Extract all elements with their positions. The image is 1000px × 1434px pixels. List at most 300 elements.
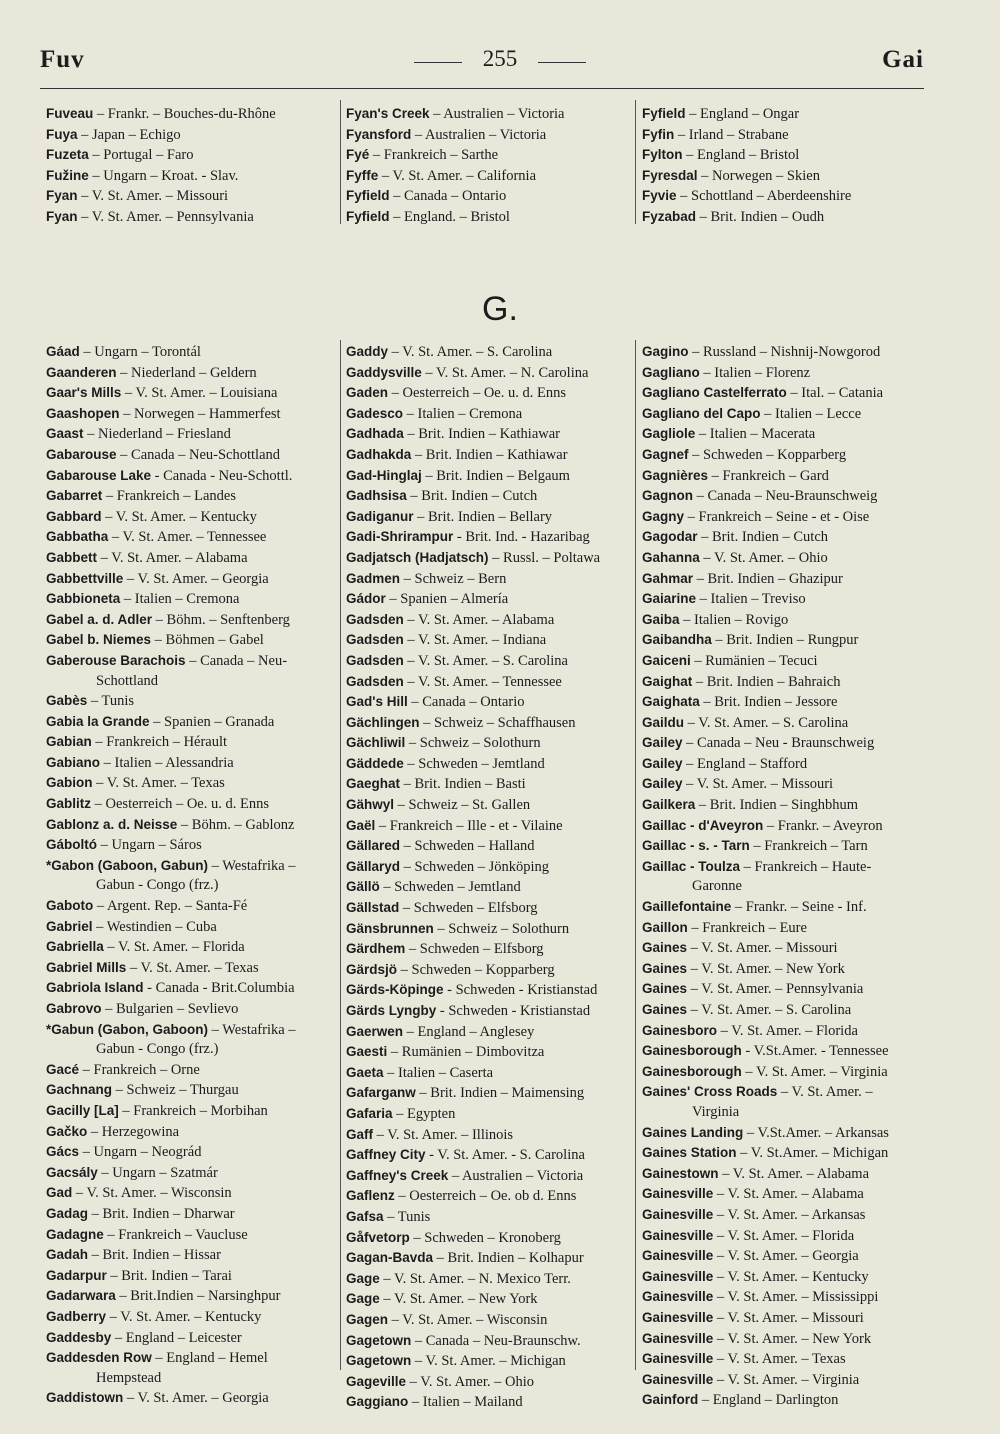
entry-location: – Brit. Indien – Kolhapur [433,1250,584,1267]
entry-continuation: Gabun - Congo (frz.) [96,877,219,894]
entry-headword: Gaighat [642,673,693,689]
entry-location: – Böhm. – Senftenberg [152,611,290,628]
gazetteer-entry [346,877,636,898]
entry-location: – V. St. Amer. – Florida [713,1227,855,1244]
entry-headword: Gad's Hill [346,694,408,710]
gazetteer-entry [642,672,942,693]
gazetteer-entry [642,1123,942,1144]
entry-location: – Brit. Indien – Basti [400,776,526,793]
gazetteer-entry [346,1392,636,1413]
entry-headword: Gage [346,1291,380,1307]
gazetteer-entry [642,816,942,837]
entry-headword: Gaddistown [46,1390,124,1406]
gazetteer-entry [46,958,336,979]
entry-location: – Canada – Neu-Schottland [116,446,281,463]
entry-headword: Gailey [642,735,683,751]
gazetteer-entry [642,1082,942,1122]
gazetteer-entry [642,186,932,207]
gazetteer-entry [346,630,636,651]
entry-headword: Gaillac - s. - Tarn [642,838,750,854]
entry-location: – V. St. Amer. – Kentucky [106,1308,262,1325]
entry-location: – England – Darlington [698,1392,839,1409]
entry-headword: Fyvie [642,188,677,204]
entry-location: – V. St. Amer. – Illinois [373,1126,514,1143]
gazetteer-entry [346,145,636,166]
entry-location: – Argent. Rep. – Santa-Fé [93,898,248,915]
entry-headword: Gabbettville [46,570,124,586]
entry-headword: Gabarouse Lake [46,467,152,483]
gazetteer-entry [346,898,636,919]
entry-continuation: Virginia [692,1103,740,1120]
gazetteer-entry [46,1163,336,1184]
gazetteer-entry [46,1245,336,1266]
entry-headword: Gänsbrunnen [346,920,434,936]
entry-location: – Frankreich – Hérault [91,734,228,751]
gazetteer-entry [46,1080,336,1101]
entry-headword: Gainesville [642,1227,714,1243]
gazetteer-entry [642,959,942,980]
entry-location: – V. St. Amer. – Kentucky [713,1268,869,1285]
gazetteer-entry [642,404,942,425]
entry-headword: Gaboto [46,898,94,914]
gazetteer-entry [46,207,336,228]
entry-headword: Gabbioneta [46,591,121,607]
entry-headword: Gagnef [642,446,689,462]
entry-location: – Italien – Mailand [408,1394,523,1411]
entry-headword: Fuzeta [46,147,89,163]
entry-headword: Gaff [346,1126,373,1142]
gazetteer-entry [346,548,636,569]
entry-location: – Ungarn – Szatmár [97,1164,218,1181]
gazetteer-entry [46,712,336,733]
gazetteer-entry [346,383,636,404]
entry-headword: Gafaria [346,1105,393,1121]
entry-location: – Australien – Victoria [411,126,547,143]
entry-location: – V. St. Amer. – Georgia [123,1390,269,1407]
entry-location: - Brit. Ind. - Hazaribag [453,529,590,546]
entry-headword: Gabbett [46,549,98,565]
entry-location: – Italien – Treviso [696,591,806,608]
gazetteer-entry [46,186,336,207]
column-divider [340,340,341,1370]
entry-headword: Gainesville [642,1289,714,1305]
header-rule [40,88,924,89]
page-number: 255 [482,46,518,71]
entry-headword: Gačko [46,1123,88,1139]
entry-location: – V. St. Amer. – Texas [92,775,225,792]
gazetteer-entry [46,1204,336,1225]
gazetteer-entry [642,795,942,816]
entry-location: – Frankreich – Gard [708,467,829,484]
entry-headword: Fyan's Creek [346,106,430,121]
entry-location: – Spanien – Granada [149,713,275,730]
entry-headword: Gächliwil [346,735,406,751]
entry-headword: Gällstad [346,900,400,916]
gazetteer-entry [346,166,636,187]
gazetteer-entry [642,589,942,610]
entry-headword: Gabbatha [46,529,109,545]
entry-headword: Gagan-Bavda [346,1250,434,1266]
entry-location: – V. St. Amer. – Ohio [699,549,828,566]
gazetteer-entry [46,507,336,528]
gazetteer-entry [46,1348,336,1388]
entry-headword: Gärds-Köpinge [346,982,444,998]
entry-headword: Gacilly [La] [46,1102,119,1118]
entry-headword: Fyzabad [642,208,697,224]
entry-headword: Fyresdal [642,167,698,183]
entry-headword: Gáboltó [46,837,97,853]
gazetteer-entry [346,186,636,207]
gazetteer-entry [46,363,336,384]
gazetteer-entry [642,486,942,507]
entry-location: – Canada – Neu-Braunschweig [693,488,878,505]
entry-headword: Gabia la Grande [46,713,150,729]
gazetteer-entry [346,960,636,981]
entry-headword: Gageville [346,1373,407,1389]
entry-location: – V. St. Amer. – S. Carolina [687,1002,852,1018]
gazetteer-entry [46,569,336,590]
entry-location: – Oesterreich – Oe. u. d. Enns [388,385,566,402]
entry-location: – V. St. Amer. – Wisconsin [388,1311,548,1328]
entry-location: – Böhm. – Gablonz [177,816,295,833]
entry-headword: Fyan [46,188,78,204]
gazetteer-entry [346,342,636,363]
entry-location: – Oesterreich – Oe. u. d. Enns [91,796,269,813]
entry-location: – Frankreich – Sarthe [369,147,499,164]
entry-headword: Gabriola Island [46,980,144,996]
gazetteer-entry [642,1041,942,1062]
gazetteer-entry [346,1125,636,1146]
entry-location: – Frankr. – Bouches-du-Rhône [93,106,276,122]
gazetteer-entry [46,424,336,445]
gazetteer-entry [46,166,336,187]
entry-location: – England – Ongar [685,106,800,122]
entry-location: – Schweden – Kopparberg [688,446,847,463]
gazetteer-entry [346,363,636,384]
entry-headword: Gainesborough [642,1043,742,1059]
entry-headword: Fyfin [642,126,675,142]
entry-headword: Gaddysville [346,364,422,380]
entry-location: – Schweden – Jemtland [379,879,521,896]
entry-column-3 [642,342,942,1411]
entry-headword: Gaighata [642,694,700,710]
gazetteer-entry [46,104,336,125]
entry-location: – V. St. Amer. – Missouri [713,1309,864,1326]
entry-location: – England – Stafford [682,755,808,772]
column-divider [635,100,636,224]
gazetteer-entry [642,125,932,146]
entry-headword: Gaflenz [346,1188,395,1204]
entry-location: – Westindien – Cuba [92,918,217,935]
entry-headword: Gáad [46,344,80,359]
entry-headword: Gagliole [642,426,696,442]
gazetteer-entry [346,1269,636,1290]
entry-location: – Schweden – Elfsborg [399,900,538,917]
gazetteer-entry [346,672,636,693]
entry-headword: Gagino [642,344,689,359]
entry-headword: Gadag [46,1205,89,1221]
entry-location: – Norwegen – Hammerfest [119,405,281,422]
entry-location: – Portugal – Faro [88,147,194,164]
entry-headword: Gage [346,1270,380,1286]
gazetteer-entry [346,1083,636,1104]
entry-headword: Gács [46,1144,80,1160]
entry-headword: Gaines [642,940,688,956]
gazetteer-entry [346,1001,636,1022]
entry-location: – Ungarn – Torontál [79,344,201,360]
gazetteer-entry [346,651,636,672]
gazetteer-entry [346,980,636,1001]
entry-headword: Gainford [642,1392,699,1408]
entry-headword: Gahmar [642,570,694,586]
gazetteer-entry [642,630,942,651]
gazetteer-entry [642,507,942,528]
gazetteer-entry [346,1166,636,1187]
entry-location: – Japan – Echigo [77,126,181,143]
entry-location: – Schweiz – Thurgau [112,1082,239,1099]
gazetteer-entry [346,1351,636,1372]
entry-headword: Gällö [346,879,380,895]
entry-column-2 [346,342,636,1413]
gazetteer-entry [642,569,942,590]
entry-headword: Gainesville [642,1268,714,1284]
gazetteer-entry [346,125,636,146]
gazetteer-entry [346,754,636,775]
entry-headword: Fuya [46,126,78,142]
entry-location: – Bulgarien – Sevlievo [101,1001,239,1017]
entry-headword: Fuveau [46,106,94,121]
entry-location: – V. St. Amer. – Alabama [713,1186,864,1203]
entry-headword: Gaines [642,1002,688,1017]
entry-column-1 [46,342,336,1409]
entry-headword: Fyé [346,147,370,163]
entry-headword: Gaden [346,385,389,401]
entry-location: – V. St. Amer. – New York [687,960,845,977]
entry-headword: Fyfield [346,188,390,204]
gazetteer-entry [46,1225,336,1246]
entry-location: - Schweden - Kristianstad [443,982,598,999]
entry-headword: Gåfvetorp [346,1229,410,1245]
entry-headword: Gaddy [346,344,389,359]
entry-headword: Gabiano [46,754,101,770]
entry-location: – Egypten [392,1105,456,1122]
gazetteer-entry [642,527,942,548]
entry-location: – V. St. Amer. – Tennessee [108,529,267,546]
entry-location: – Italien – Cremona [120,591,240,608]
entry-location: – Italien – Caserta [383,1064,494,1081]
entry-location: – Brit. Indien – Bahraich [692,673,841,690]
entry-continuation: Gabun - Congo (frz.) [96,1041,219,1058]
entry-location: – Westafrika – [208,857,296,874]
gazetteer-entry [346,1042,636,1063]
gazetteer-entry [46,1266,336,1287]
entry-headword: Gadhakda [346,446,412,462]
entry-headword: Gafarganw [346,1085,416,1101]
gazetteer-entry [642,918,942,939]
entry-headword: Gaiba [642,611,680,627]
gazetteer-entry [346,104,636,125]
entry-location: – Brit. Indien – Tarai [106,1267,232,1284]
entry-location: – Brit.Indien – Narsinghpur [115,1288,281,1305]
gazetteer-entry [346,713,636,734]
gazetteer-entry [46,1307,336,1328]
gazetteer-entry [642,1184,942,1205]
entry-location: – Brit. Indien – Cutch [406,488,538,505]
entry-headword: Gagodar [642,529,698,545]
entry-location: – England – Hemel [151,1350,268,1367]
entry-headword: Fyfield [346,208,390,224]
gazetteer-entry [642,104,932,125]
entry-location: – Frankreich – Ille - et - Vilaine [375,817,563,834]
entry-headword: Gagnières [642,467,709,483]
gazetteer-entry [46,145,336,166]
entry-location: – Canada – Ontario [407,694,525,711]
top-column-2 [346,104,636,228]
entry-location: - Canada - Brit.Columbia [143,980,295,997]
gazetteer-entry [642,1246,942,1267]
entry-headword: Gacsály [46,1164,98,1180]
gazetteer-entry [346,207,636,228]
entry-location: – Brit. Indien – Belgaum [421,467,570,484]
entry-continuation: Schottland [96,672,159,689]
gazetteer-entry [46,856,336,896]
gazetteer-entry [346,507,636,528]
entry-headword: Gaar's Mills [46,385,122,401]
entry-location: – Schweiz – Bern [400,570,507,587]
entry-location: – Niederland – Geldern [116,364,257,381]
entry-headword: Gadiganur [346,508,414,524]
entry-headword: Gadjatsch (Hadjatsch) [346,549,489,565]
gazetteer-entry [46,1060,336,1081]
entry-location: – V. St. Amer. – Missouri [77,188,229,205]
entry-location: – Schweden – Kopparberg [397,961,555,978]
gazetteer-entry [642,1329,942,1350]
entry-headword: Gabel a. d. Adler [46,611,153,627]
entry-headword: Gádor [346,591,386,607]
entry-location: – V. St. Amer. – Alabama [97,549,248,566]
gazetteer-entry [346,1186,636,1207]
gazetteer-entry [46,445,336,466]
gazetteer-entry [346,1145,636,1166]
entry-location: – V. St. Amer. – Mississippi [713,1289,879,1306]
entry-headword: Gachnang [46,1082,113,1098]
gazetteer-entry [642,1349,942,1370]
entry-location: – Brit. Indien – Ghazipur [693,570,843,587]
entry-location: – Australien – Victoria [429,106,565,122]
entry-headword: Gaillac - d'Aveyron [642,817,764,833]
entry-headword: Gailkera [642,797,696,813]
entry-headword: *Gabon (Gaboon, Gabun) [46,857,208,873]
entry-location: – Schweiz – St. Gallen [394,797,531,814]
gazetteer-entry [46,794,336,815]
gazetteer-entry [642,979,942,1000]
entry-location: – Italien – Alessandria [100,754,234,771]
gazetteer-entry [346,610,636,631]
gazetteer-entry [642,466,942,487]
gazetteer-entry [46,610,336,631]
gazetteer-entry [346,424,636,445]
entry-headword: Gainesville [642,1330,714,1346]
gazetteer-entry [46,651,336,691]
entry-location: – V. St. Amer. – Florida [717,1022,858,1039]
entry-headword: Gailey [642,776,683,792]
entry-headword: Gaines Station [642,1145,737,1161]
gazetteer-entry [346,939,636,960]
entry-location: – V.St.Amer. – Arkansas [743,1124,889,1141]
entry-headword: Gaiarine [642,591,697,607]
gazetteer-entry [642,713,942,734]
gazetteer-entry [46,691,336,712]
gazetteer-entry [346,1063,636,1084]
gazetteer-entry [346,1372,636,1393]
entry-headword: Gagen [346,1311,389,1327]
entry-headword: Gaddesden Row [46,1350,152,1366]
entry-headword: Gadah [46,1247,89,1263]
entry-headword: Gadesco [346,405,404,421]
entry-headword: Gaerwen [346,1023,404,1039]
entry-headword: Gainesville [642,1371,714,1387]
entry-headword: Gagliano Castelferrato [642,385,787,401]
gazetteer-entry [346,1228,636,1249]
entry-headword: Gad [46,1185,73,1201]
gazetteer-entry [642,857,942,897]
entry-location: – Schweden – Jemtland [403,755,545,772]
gazetteer-entry [642,342,942,363]
entry-headword: Gaillefontaine [642,899,732,915]
gazetteer-entry [46,383,336,404]
entry-headword: Gabarret [46,488,103,504]
entry-headword: Gahanna [642,549,700,565]
gazetteer-entry [642,754,942,775]
gazetteer-entry [46,1183,336,1204]
gazetteer-entry [46,917,336,938]
entry-location: – Niederland – Friesland [83,426,231,443]
entry-headword: Gaillon [642,919,688,935]
entry-headword: Gabion [46,775,93,791]
entry-headword: Gainesborough [642,1063,742,1079]
entry-headword: Gadsden [346,652,404,668]
entry-location: – Frankreich – Haute- [740,858,872,875]
gazetteer-entry [346,836,636,857]
entry-headword: Fyffe [346,167,379,183]
gazetteer-entry [642,166,932,187]
gazetteer-entry [642,1226,942,1247]
entry-headword: Gagnon [642,488,693,504]
entry-location: – Frankreich – Seine - et - Oise [684,508,870,525]
entry-headword: Gabian [46,734,92,750]
entry-headword: Gabarouse [46,446,117,462]
gazetteer-entry [642,651,942,672]
gazetteer-entry [46,466,336,487]
entry-location: – Norwegen – Skien [697,167,820,184]
entry-location: – England – Leicester [111,1329,242,1346]
entry-headword: Gaashopen [46,405,120,421]
entry-location: – V. St. Amer. – New York [713,1330,872,1347]
gazetteer-entry [346,527,636,548]
entry-headword: Gabrovo [46,1001,102,1016]
entry-headword: *Gabun (Gabon, Gaboon) [46,1021,208,1037]
entry-location: – V. St. Amer. – Florida [103,939,245,956]
gazetteer-entry [642,424,942,445]
gazetteer-entry [346,795,636,816]
gazetteer-entry [46,835,336,856]
gazetteer-entry [46,1328,336,1349]
entry-location: – Brit. Indien – Oudh [696,208,825,225]
entry-location: – V. St. Amer. – Georgia [123,570,269,587]
top-column-3 [642,104,932,228]
entry-location: – Canada – Neu-Braunschw. [411,1332,581,1349]
entry-headword: Gaberouse Barachois [46,652,186,668]
